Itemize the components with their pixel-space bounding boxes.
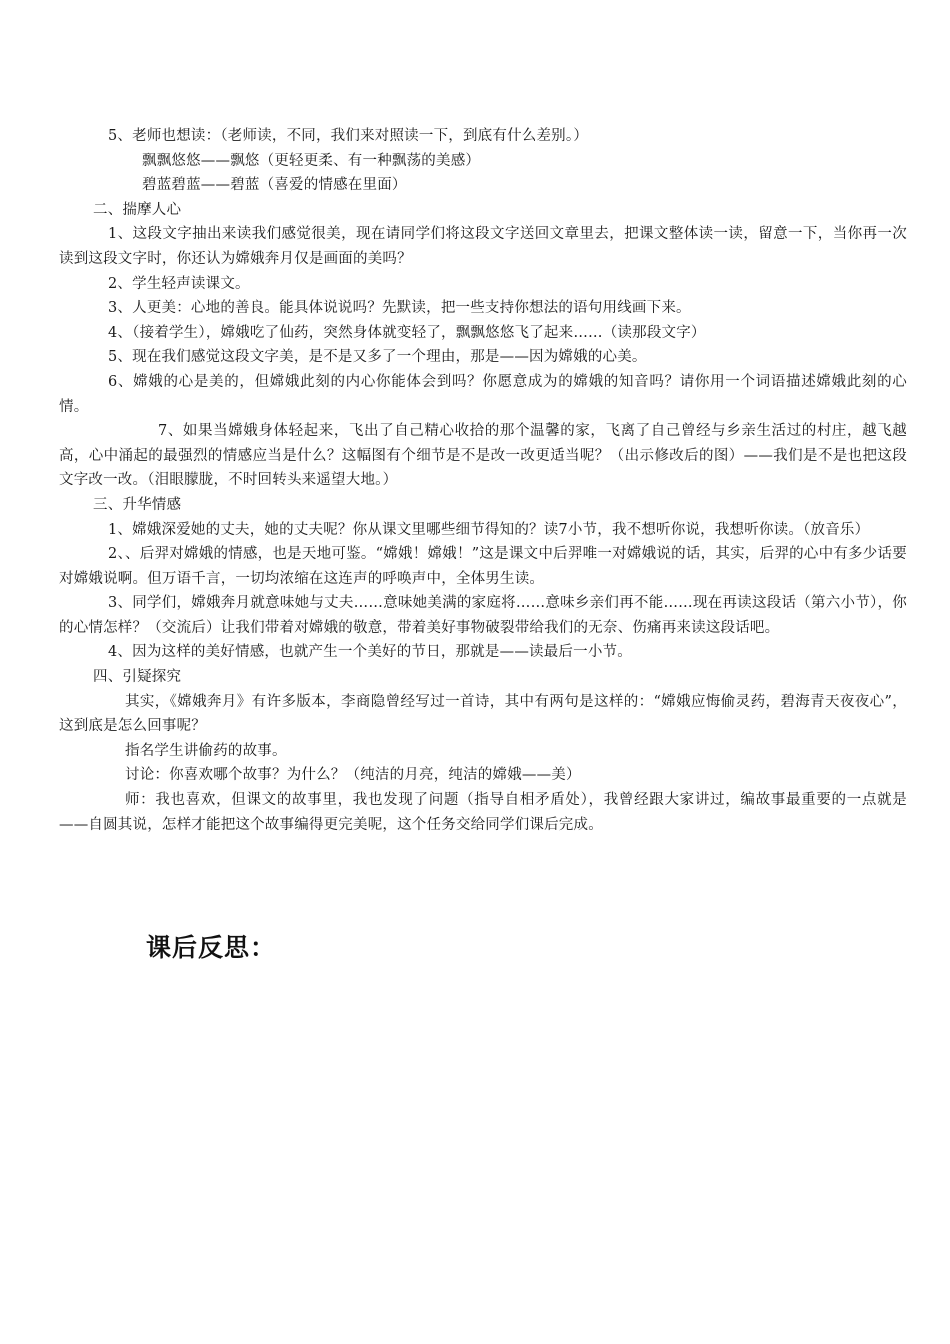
section-2-item-2: 2、学生轻声读课文。: [108, 275, 250, 292]
section-2-item-5: 5、现在我们感觉这段文字美，是不是又多了一个理由，那是——因为嫦娥的心美。: [108, 349, 647, 366]
section-heading-3: 三、升华情感: [93, 496, 182, 513]
section-3-item-3: 3、同学们，嫦娥奔月就意味她与丈夫……意味她美满的家庭将……意味乡亲们再不能……现在再读这段话（第六小节），你的心情怎样？（交流后）让我们带着对嫦娥的敬意，带着美好事物破裂带给我们的无奈、伤痛再来读这段话吧。: [59, 595, 907, 636]
section-2-item-4: 4、（接着学生），嫦娥吃了仙药，突然身体就变轻了，飘飘悠悠飞了起来……（读那段文字）: [108, 324, 706, 341]
section-4-paragraph-2: 指名学生讲偷药的故事。: [125, 742, 287, 759]
section-heading-2: 二、揣摩人心: [93, 201, 182, 218]
section-2-item-7: 7、如果当嫦娥身体轻起来，飞出了自己精心收拾的那个温馨的家，飞离了自己曾经与乡亲生活过的村庄，越飞越高，心中涌起的最强烈的情感应当是什么？这幅图有个细节是不是改一改更适当呢？（出示修改后的图）——我们是不是也把这段文字改一改。（泪眼朦胧，不时回转头来遥望大地。）: [59, 423, 907, 489]
reflection-heading: 课后反思：: [146, 933, 277, 962]
lesson-plan-body: [59, 124, 907, 837]
section-heading-4: 四、引疑探究: [93, 669, 182, 686]
section-2-item-6: 6、嫦娥的心是美的，但嫦娥此刻的内心你能体会到吗？你愿意成为的嫦娥的知音吗？请你用一个词语描述嫦娥此刻的心情。: [59, 373, 907, 415]
word-comparison-bilan: 碧蓝碧蓝——碧蓝（喜爱的情感在里面）: [142, 177, 407, 194]
section-3-item-1: 1、嫦娥深爱她的丈夫，她的丈夫呢？你从课文里哪些细节得知的？读7小节，我不想听你说，我想听你读。（放音乐）: [108, 521, 870, 538]
word-comparison-piaoyou: 飘飘悠悠——飘悠（更轻更柔、有一种飘荡的美感）: [142, 152, 481, 169]
section-4-paragraph-1: 其实，《嫦娥奔月》有许多版本，李商隐曾经写过一首诗，其中有两句是这样的：“嫦娥应悔偷灵药，碧海青天夜夜心”，这到底是怎么回事呢？: [59, 693, 907, 735]
section-2-item-1: 1、这段文字抽出来读我们感觉很美，现在请同学们将这段文字送回文章里去，把课文整体读一读，留意一下，当你再一次读到这段文字时，你还认为嫦娥奔月仅是画面的美吗？: [59, 226, 907, 267]
section-2-item-3: 3、人更美：心地的善良。能具体说说吗？先默读，把一些支持你想法的语句用线画下来。: [108, 300, 691, 317]
section-3-item-4: 4、因为这样的美好情感，也就产生一个美好的节日，那就是——读最后一小节。: [108, 644, 632, 661]
step-5-teacher-reads: 5、老师也想读：（老师读，不同，我们来对照读一下，到底有什么差别。）: [108, 128, 589, 144]
section-4-paragraph-4: 师：我也喜欢，但课文的故事里，我也发现了问题（指导自相矛盾处），我曾经跟大家讲过，编故事最重要的一点就是——自圆其说，怎样才能把这个故事编得更完美呢，这个任务交给同学们课后完成。: [59, 792, 907, 833]
section-3-item-2: 2、、后羿对嫦娥的情感，也是天地可鉴。“嫦娥！嫦娥！”这是课文中后羿唯一对嫦娥说的话，其实，后羿的心中有多少话要对嫦娥说啊。但万语千言，一切均浓缩在这连声的呼唤声中，全体男生读。: [59, 546, 907, 587]
section-4-paragraph-3: 讨论：你喜欢哪个故事？为什么？（纯洁的月亮，纯洁的嫦娥——美）: [125, 767, 581, 784]
